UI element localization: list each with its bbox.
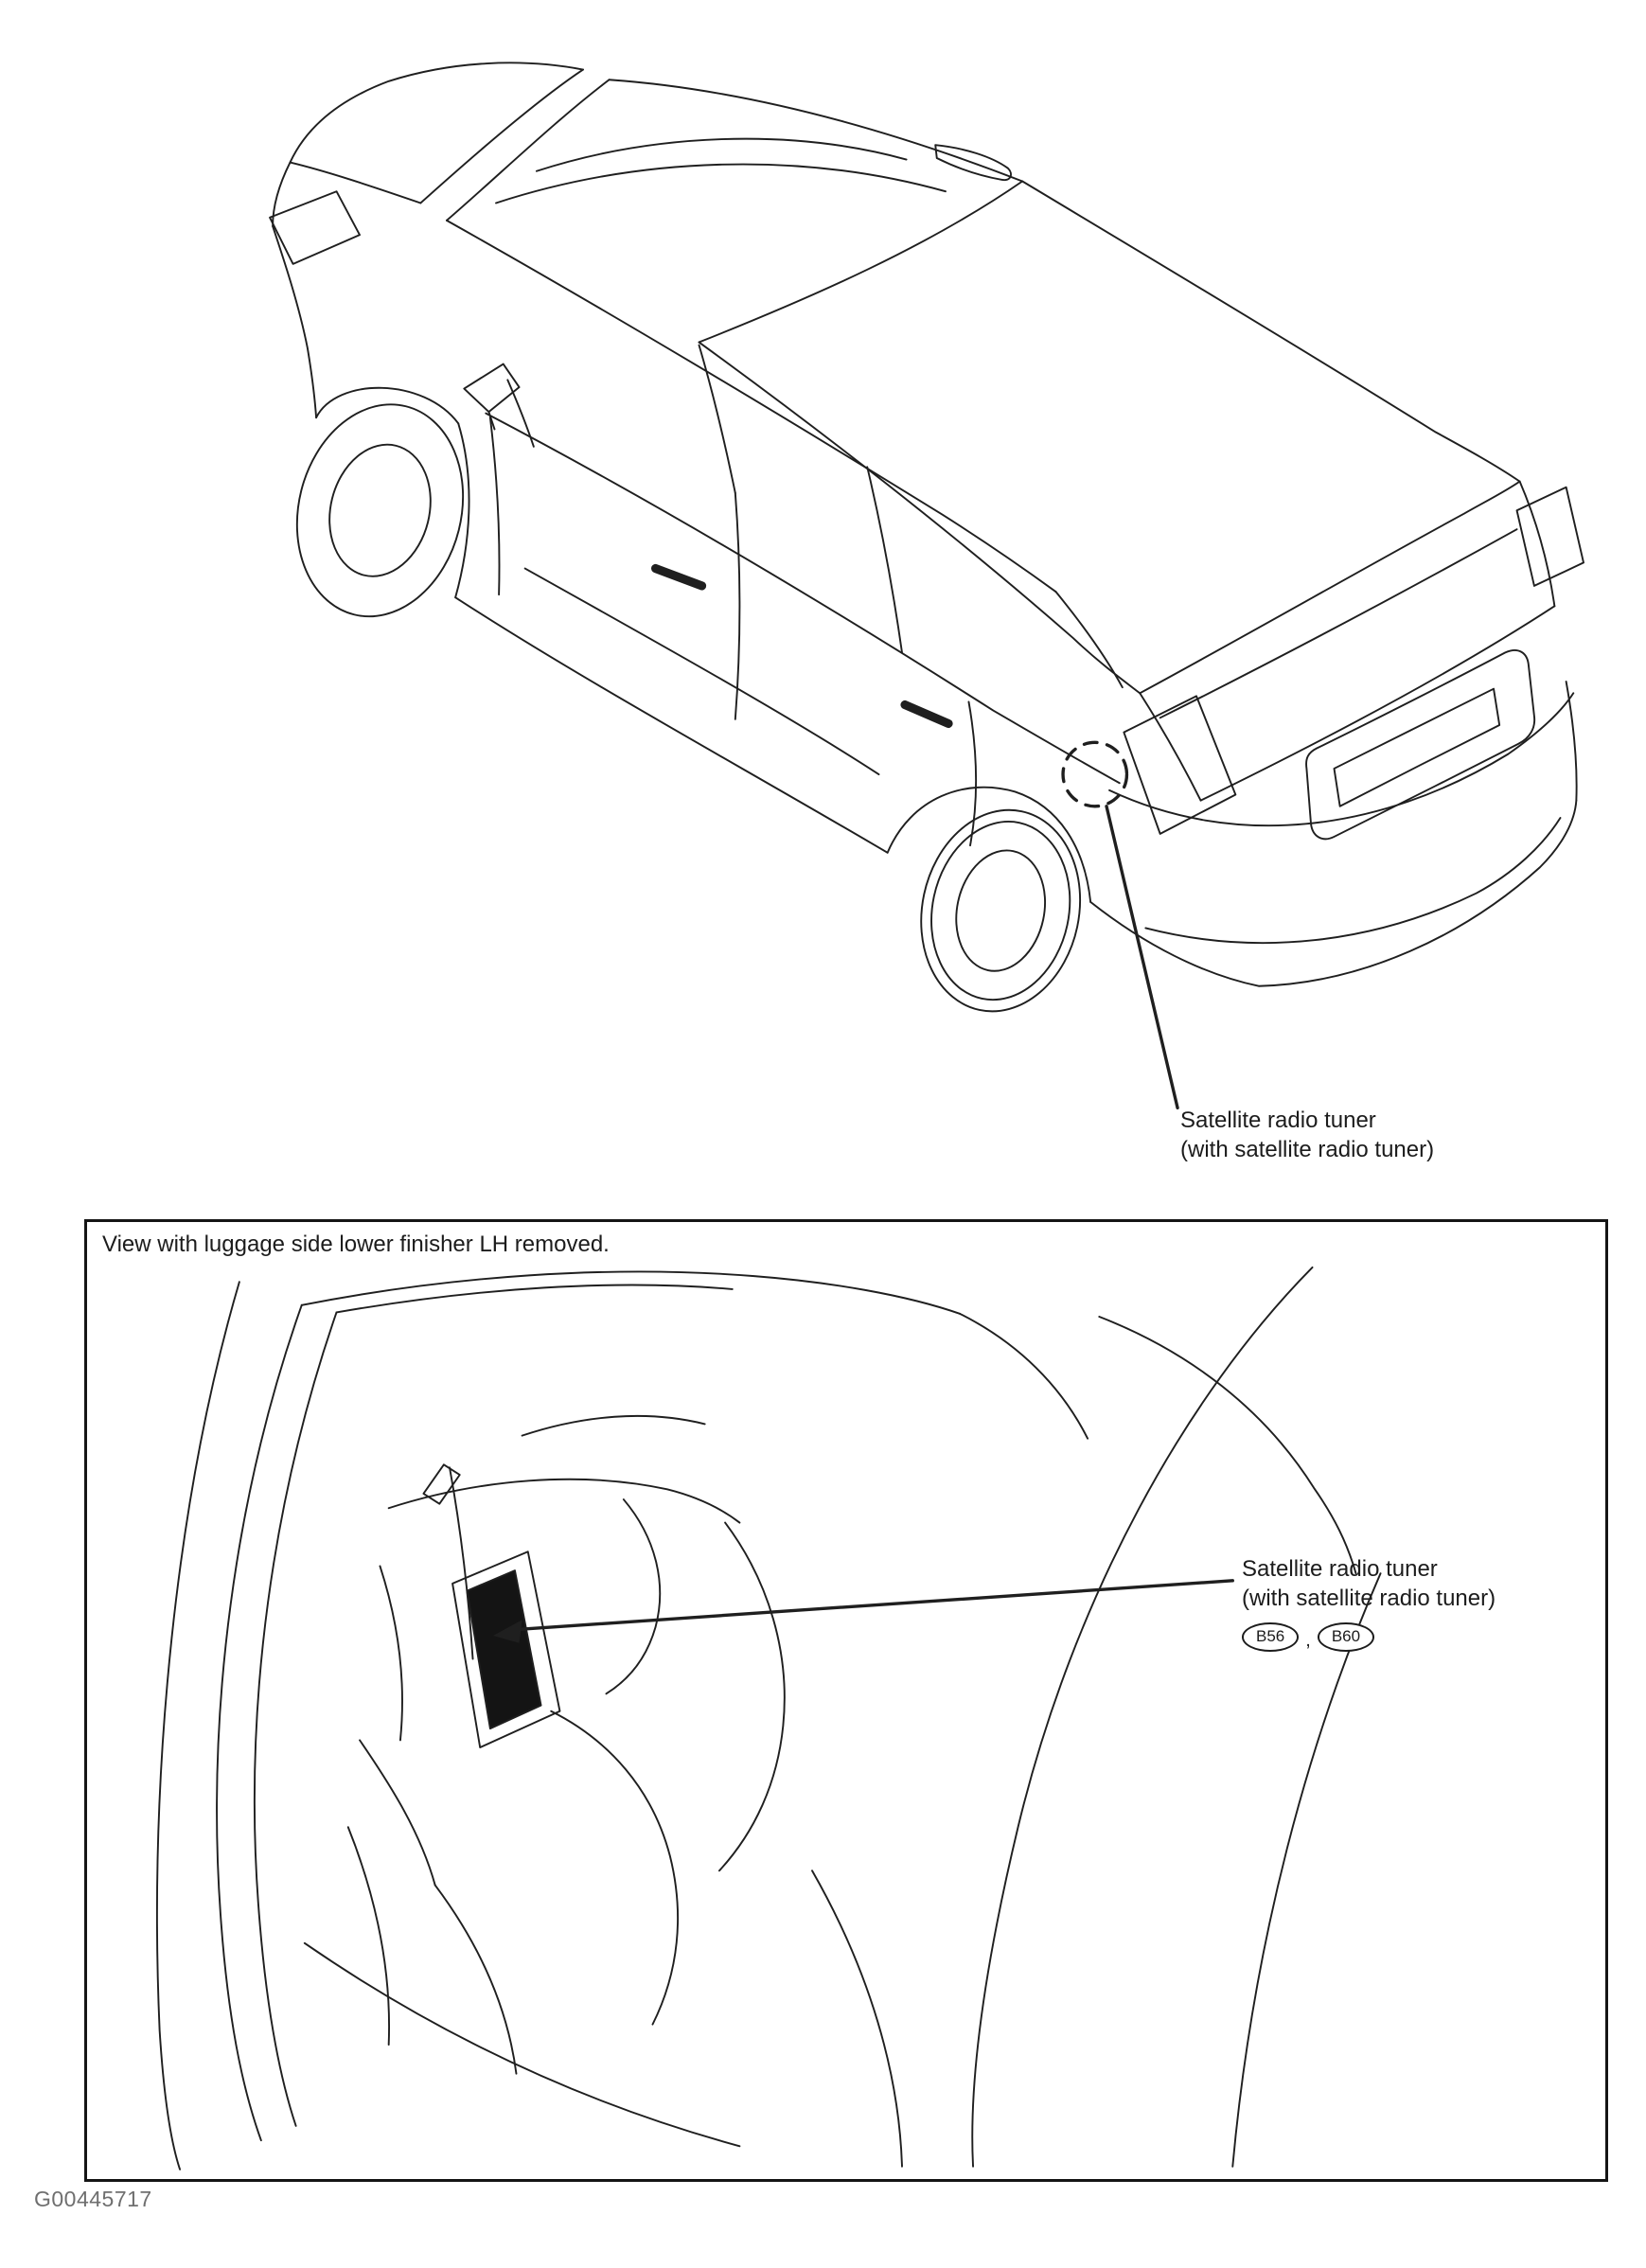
tail-light-right [1517, 487, 1584, 586]
trunk-rear-edge [1201, 606, 1555, 800]
detail-callout-label [1242, 1554, 1496, 1652]
headlight-shape [270, 191, 360, 264]
tail-light-left [1124, 696, 1235, 834]
bumper-outline [1090, 801, 1576, 986]
overview-label-line2: (with satellite radio tuner) [1180, 1137, 1435, 1162]
front-wheel-arch [316, 388, 458, 424]
connector-badge-b60: B60 [1318, 1622, 1374, 1652]
figure-code: G00445717 [34, 2187, 152, 2211]
c-pillar [699, 343, 1141, 694]
roof-rear-edge [699, 181, 1023, 342]
connector-separator: , [1305, 1630, 1311, 1651]
satellite-radio-tuner-unit [467, 1570, 540, 1728]
door-handle-rear [905, 705, 948, 724]
roof-far-edge [610, 80, 1023, 181]
door-handle-front [656, 569, 702, 586]
callout-circle [1063, 742, 1126, 806]
rear-glass-right-edge [1022, 181, 1519, 481]
b-pillar [699, 346, 735, 493]
leader-line-overview [1106, 806, 1177, 1108]
detail-label-line2: (with satellite radio tuner) [1242, 1586, 1496, 1611]
car-line-art [270, 62, 1584, 1026]
overview-callout-label [1180, 1106, 1434, 1164]
connector-badges [1242, 1622, 1496, 1652]
rocker [455, 597, 888, 853]
front-wheel [275, 387, 485, 635]
rear-wheel-arch [888, 788, 1090, 902]
rear-wheel [903, 795, 1098, 1026]
roof-front-edge [447, 80, 610, 221]
detail-label-line1: Satellite radio tuner [1242, 1556, 1438, 1582]
overview-label-line1: Satellite radio tuner [1180, 1107, 1376, 1133]
roof-near-edge [447, 221, 1055, 592]
connector-badge-b56: B56 [1242, 1622, 1299, 1652]
leader-line-detail [510, 1581, 1232, 1630]
detail-view-caption: View with luggage side lower finisher LH removed. [102, 1231, 610, 1257]
trunk-interior-art [157, 1267, 1381, 2170]
license-plate-recess [1306, 650, 1534, 839]
